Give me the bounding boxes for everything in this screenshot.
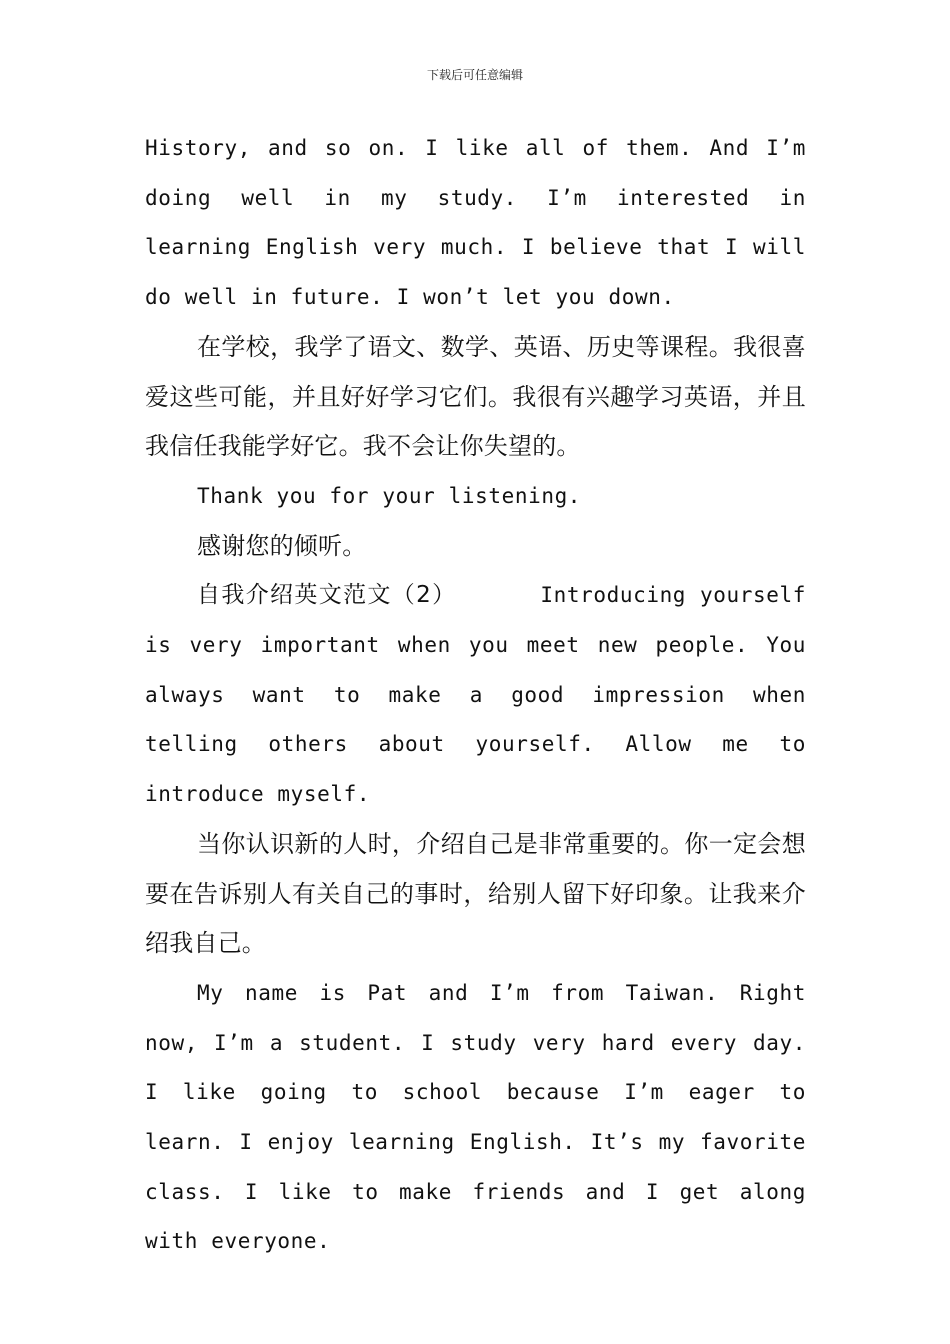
paragraph-sample-two: [145, 571, 806, 820]
paragraph-thanks: Thank you for your listening.: [197, 483, 582, 508]
paragraph-intro-zh: 当你认识新的人时，介绍自己是非常重要的。你一定会想要在告诉别人有关自己的事时，给别人留下好印象。让我来介绍我自己。: [145, 829, 806, 958]
paragraph-school-zh: 在学校，我学了语文、数学、英语、历史等课程。我很喜爱这些可能，并且好好学习它们。我很有兴趣学习英语，并且我信任我能学好它。我不会让你失望的。: [145, 332, 806, 461]
paragraph-history: History, and so on. I like all of them. And I’m doing well in my study. I’m interested in learning English very much. I believe that I will do well in future. I won’t let you down.: [145, 136, 806, 310]
page-header: 下载后可任意编辑: [426, 68, 523, 82]
paragraph-my-name: My name is Pat and I’m from Taiwan. Right now, I’m a student. I study very hard every day. I like going to school because I’m eager to learn. I enjoy learning English. It’s my favorite class. I like to make friends and I get along with everyone.: [145, 980, 806, 1254]
sample-heading: 自我介绍英文范文（2）: [197, 582, 457, 609]
document-body: [145, 124, 806, 1267]
paragraph-thanks-zh: 感谢您的倾听。: [197, 531, 367, 560]
sample-intro-text: Introducing yourself is very important when you meet new people. You always want to make a good impression when telling others about yourself. Allow me to introduce myself.: [145, 583, 806, 807]
